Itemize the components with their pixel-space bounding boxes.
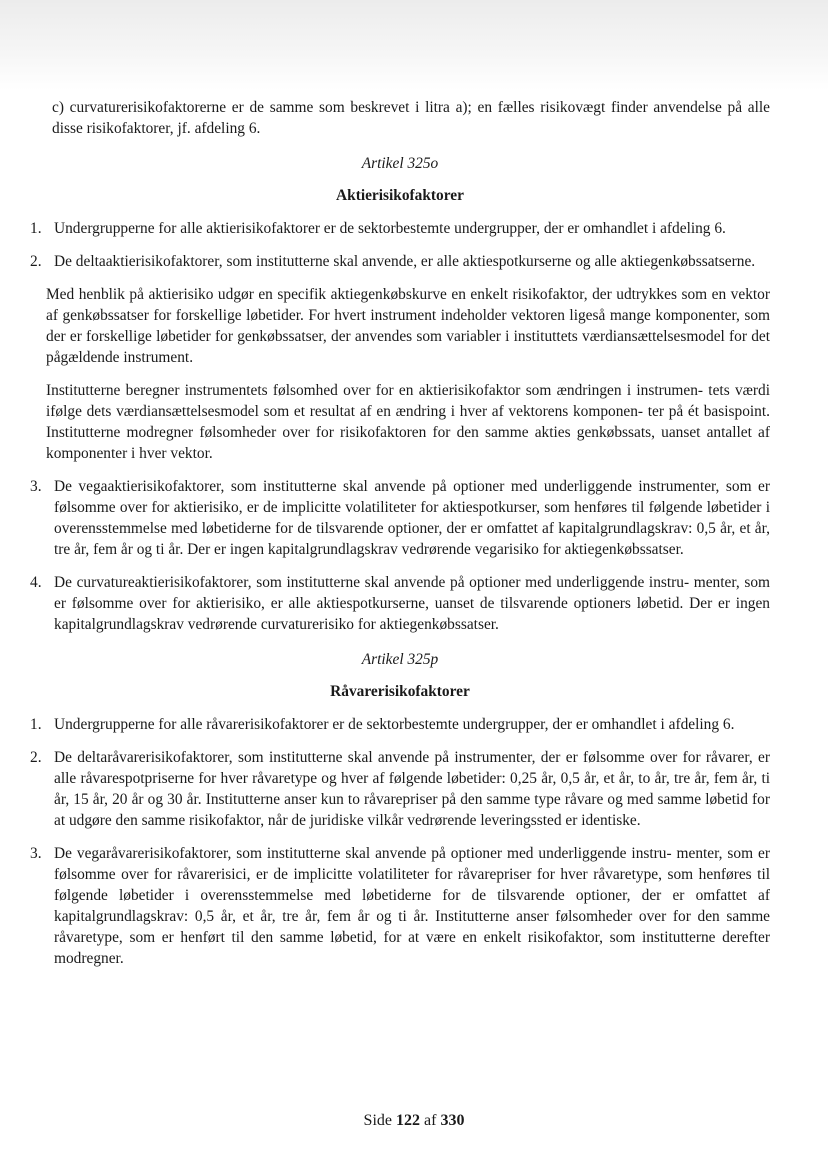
item-number: 2. [30, 253, 42, 270]
numbered-list [30, 476, 770, 635]
list-item [30, 218, 770, 239]
numbered-list [30, 218, 770, 272]
footer-prefix: Side [363, 1112, 392, 1129]
article-number: Artikel 325o [361, 155, 439, 172]
item-text: De deltaråvarerisikofaktorer, som institutterne skal anvende på instrumenter, der er følsomme over for råvarer, er alle råvarespotpriserne for hver råvaretype og hver af følgende løbetider: 0,25 år, 0,5 år, et år, to år, tre år, fem år, ti år, 15 år, 20 år og 30 år. Institutterne anser kun to råvarepriser på den samme type råvare og med samme løbetid for at udgøre den samme risikofaktor, når de juridiske vilkår vedrørende leveringssted er identiske. [54, 749, 770, 829]
item-text: De deltaaktierisikofaktorer, som institutterne skal anvende, er alle aktiespotkurserne og alle aktiegenkøbssatserne. [54, 253, 756, 270]
footer-mid: af [424, 1112, 437, 1129]
item-text: Undergrupperne for alle aktierisikofaktorer er de sektorbestemte undergrupper, der er omhandlet i afdeling 6. [54, 220, 726, 237]
page-total: 330 [440, 1112, 465, 1129]
list-item [30, 747, 770, 831]
body-paragraph: Institutterne beregner instrumentets følsomhed over for en aktierisikofaktor som ændringen i instrumen- tets værdi ifølge dets værdiansættelsesmodel som et resultat af en ændring i hver af vektorens komponen- ter på ét basispoint. Institutterne modregner følsomheder over for risikofaktoren for den samme akties genkøbssats, uanset antallet af komponenter i hver vektor. [46, 382, 770, 462]
item-number: 3. [30, 845, 42, 862]
list-item [30, 843, 770, 969]
item-number: 1. [30, 716, 42, 733]
list-item [30, 572, 770, 635]
item-number: 2. [30, 749, 42, 766]
item-text: De vegaråvarerisikofaktorer, som institutterne skal anvende på optioner med underliggende instru- menter, som er følsomme over for råvarerisici, er de implicitte volatiliteter for råvarepriser for hver råvaretype, som henføres til følgende løbetider i overensstemmelse med løbetiderne for de tilsvarende optioner, der er omfattet af kapitalgrundlagskrav: 0,5 år, et år, tre år, fem år og ti år. Institutterne anser følsomheder over for den samme råvaretype, som er henført til den samme løbetid, for at være en enkelt risikofaktor, som institutterne derefter modregner. [54, 845, 770, 967]
page-number: 122 [396, 1112, 420, 1129]
item-number: 4. [30, 574, 42, 591]
item-text: Undergrupperne for alle råvarerisikofaktorer er de sektorbestemte undergrupper, der er omhandlet i afdeling 6. [54, 716, 735, 733]
list-item [30, 476, 770, 560]
article-title: Aktierisikofaktorer [336, 187, 464, 204]
numbered-list [30, 714, 770, 969]
item-number: 1. [30, 220, 42, 237]
list-item [30, 714, 770, 735]
item-text: De vegaaktierisikofaktorer, som institutterne skal anvende på optioner med underliggende instrumenter, som er følsomme over for aktierisiko, er de implicitte volatiliteter for aktiespotkurser, som henføres til følgende løbetider i overensstemmelse med løbetiderne for de tilsvarende optioner, der er omfattet af kapitalgrundlagskrav: 0,5 år, et år, tre år, fem år og ti år. Der er ingen kapitalgrundlagskrav vedrørende vegarisiko for aktiegenkøbssatser. [54, 478, 770, 558]
article-title: Råvarerisikofaktorer [330, 683, 470, 700]
article-number: Artikel 325p [361, 651, 439, 668]
intro-paragraph: c) curvaturerisikofaktorerne er de samme som beskrevet i litra a); en fælles risikovægt finder anvendelse på alle disse risikofaktorer, jf. afdeling 6. [52, 99, 770, 137]
item-number: 3. [30, 478, 42, 495]
body-paragraph: Med henblik på aktierisiko udgør en specifik aktiegenkøbskurve en enkelt risikofaktor, der udtrykkes som en vektor af genkøbssatser for forskellige løbetider. For hvert instrument indeholder vektoren ligeså mange komponenter, som der er forskellige løbetider for genkøbssatser, der anvendes som variabler i instituttets værdiansættelsesmodel for det pågældende instrument. [46, 286, 770, 366]
scan-shadow [0, 0, 828, 90]
document-page [30, 97, 770, 981]
page-footer [0, 1112, 828, 1130]
list-item [30, 251, 770, 272]
item-text: De curvatureaktierisikofaktorer, som institutterne skal anvende på optioner med underliggende instru- menter, som er følsomme over for aktierisiko, er alle aktiespotkurserne, uanset de tilsvarende optioners løbetid. Der er ingen kapitalgrundlagskrav vedrørende curvaturerisiko for aktiegenkøbssatser. [54, 574, 770, 633]
